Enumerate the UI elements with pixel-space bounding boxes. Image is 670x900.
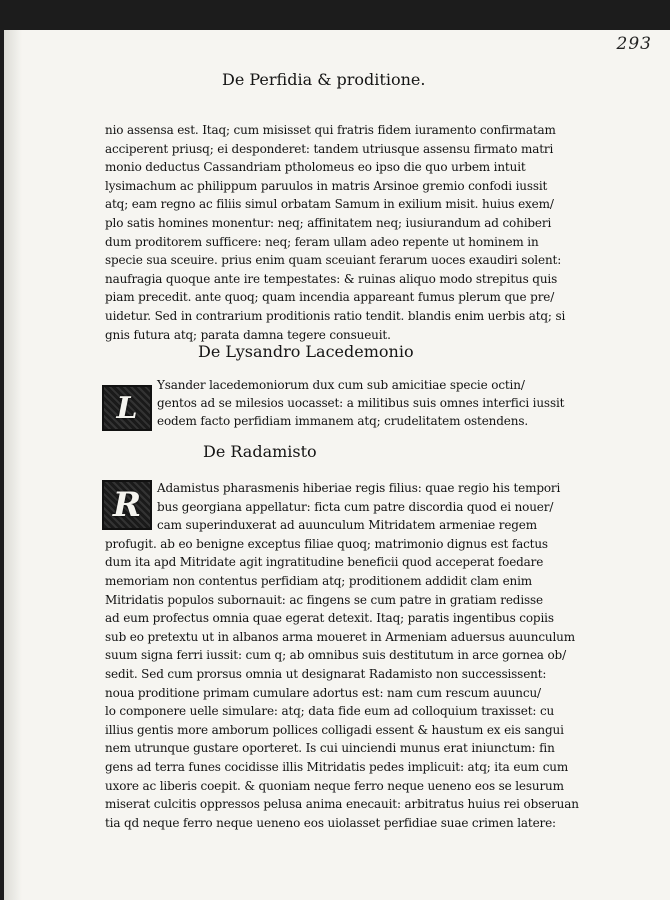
text-line: lysimachum ac philippum paruulos in matris Arsinoe gremio confodi iussit xyxy=(105,178,548,193)
text-line: profugit. ab eo benigne exceptus filiae quoq; matrimonio dignus est factus xyxy=(105,536,548,551)
text-line: gens ad terra funes cocidisse illis Mitridatis pedes implicuit: atq; ita eum cum xyxy=(105,760,569,774)
text-line: nio assensa est. Itaq; cum misisset qui fratris fidem iuramento confirmatam xyxy=(105,123,556,137)
text-line: eodem facto perfidiam immanem atq; crudelitatem ostendens. xyxy=(157,414,528,428)
folio-number: 293 xyxy=(616,34,652,54)
decorated-initial-l: L xyxy=(102,385,152,431)
decorated-initial-r: R xyxy=(102,480,152,530)
text-line: specie sua sceuire. prius enim quam sceuiant ferarum uoces exaudiri solent: xyxy=(105,253,562,268)
text-line: plo satis homines monentur: neq; affinitatem neq; iusiurandum ad cohiberi xyxy=(105,216,552,230)
text-line: sedit. Sed cum prorsus omnia ut designarat Radamisto non successissent: xyxy=(105,667,547,681)
text-line: uidetur. Sed in contrarium proditionis ratio tendit. blandis enim uerbis atq; si xyxy=(105,309,566,323)
text-line: suum signa ferri iussit: cum q; ab omnibus suis destitutum in arce gornea ob/ xyxy=(105,648,566,663)
heading-de-radamisto: De Radamisto xyxy=(203,442,317,461)
text-line: Ysander lacedemoniorum dux cum sub amicitiae specie octin/ xyxy=(157,378,525,392)
text-line: dum proditorem sufficere: neq; feram ullam adeo repente ut hominem in xyxy=(105,234,539,249)
text-line: Mitridatis populos subornauit: ac fingens se cum patre in gratiam redisse xyxy=(105,592,543,607)
text-line: piam precedit. ante quoq; quam incendia appareant fumus plerum que pre/ xyxy=(105,290,555,305)
text-line: monio deductus Cassandriam ptholomeus eo ipso die quo urbem intuit xyxy=(105,160,526,175)
text-line: sub eo pretextu ut in albanos arma moueret in Armeniam aduersus auunculum xyxy=(105,629,575,644)
book-page xyxy=(4,30,670,900)
text-line: uxore ac liberis coepit. & quoniam neque ferro neque ueneno eos se lesurum xyxy=(105,778,564,793)
text-line: naufragia quoque ante ire tempestates: & ruinas aliquo modo strepitus quis xyxy=(105,271,558,286)
heading-de-perfidia: De Perfidia & proditione. xyxy=(222,70,426,89)
text-line: ad eum profectus omnia quae egerat detexit. Itaq; paratis ingentibus copiis xyxy=(105,611,554,626)
text-line: noua proditione primam cumulare adortus est: nam cum rescum auuncu/ xyxy=(105,685,541,700)
text-line: memoriam non contentus perfidiam atq; proditionem addidit clam enim xyxy=(105,574,533,588)
text-line: lo componere uelle simulare: atq; data fide eum ad colloquium traxisset: cu xyxy=(105,704,555,719)
text-line: cam superinduxerat ad auunculum Mitridatem armeniae regem xyxy=(157,518,537,533)
text-line: atq; eam regno ac filiis simul orbatam Samum in exilium misit. huius exem/ xyxy=(105,197,554,212)
text-line: gentos ad se milesios uocasset: a militibus suis omnes interfici iussit xyxy=(157,396,565,410)
text-line: bus georgiana appellatur: ficta cum patre discordia quod ei nouer/ xyxy=(157,499,554,514)
text-line: gnis futura atq; parata damna tegere consueuit. xyxy=(105,327,391,342)
text-line: dum ita apd Mitridate agit ingratitudine beneficii quod acceperat foedare xyxy=(105,555,544,570)
text-line: illius gentis more amborum pollices colligadi essent & haustum ex eis sangui xyxy=(105,722,564,737)
text-line: Adamistus pharasmenis hiberiae regis filius: quae regio his tempori xyxy=(157,481,561,495)
text-line: nem utrunque gustare oporteret. Is cui uinciendi munus erat iniunctum: fin xyxy=(105,741,555,756)
heading-de-lysandro: De Lysandro Lacedemonio xyxy=(198,342,414,361)
text-line: tia qd neque ferro neque ueneno eos uiolasset perfidiae suae crimen latere: xyxy=(105,815,556,830)
text-line: acciperent priusq; ei desponderet: tandem utriusque assensu firmato matri xyxy=(105,141,554,156)
text-line: miserat culcitis oppressos pelusa anima enecauit: arbitratus huius rei obseruan xyxy=(105,797,579,812)
